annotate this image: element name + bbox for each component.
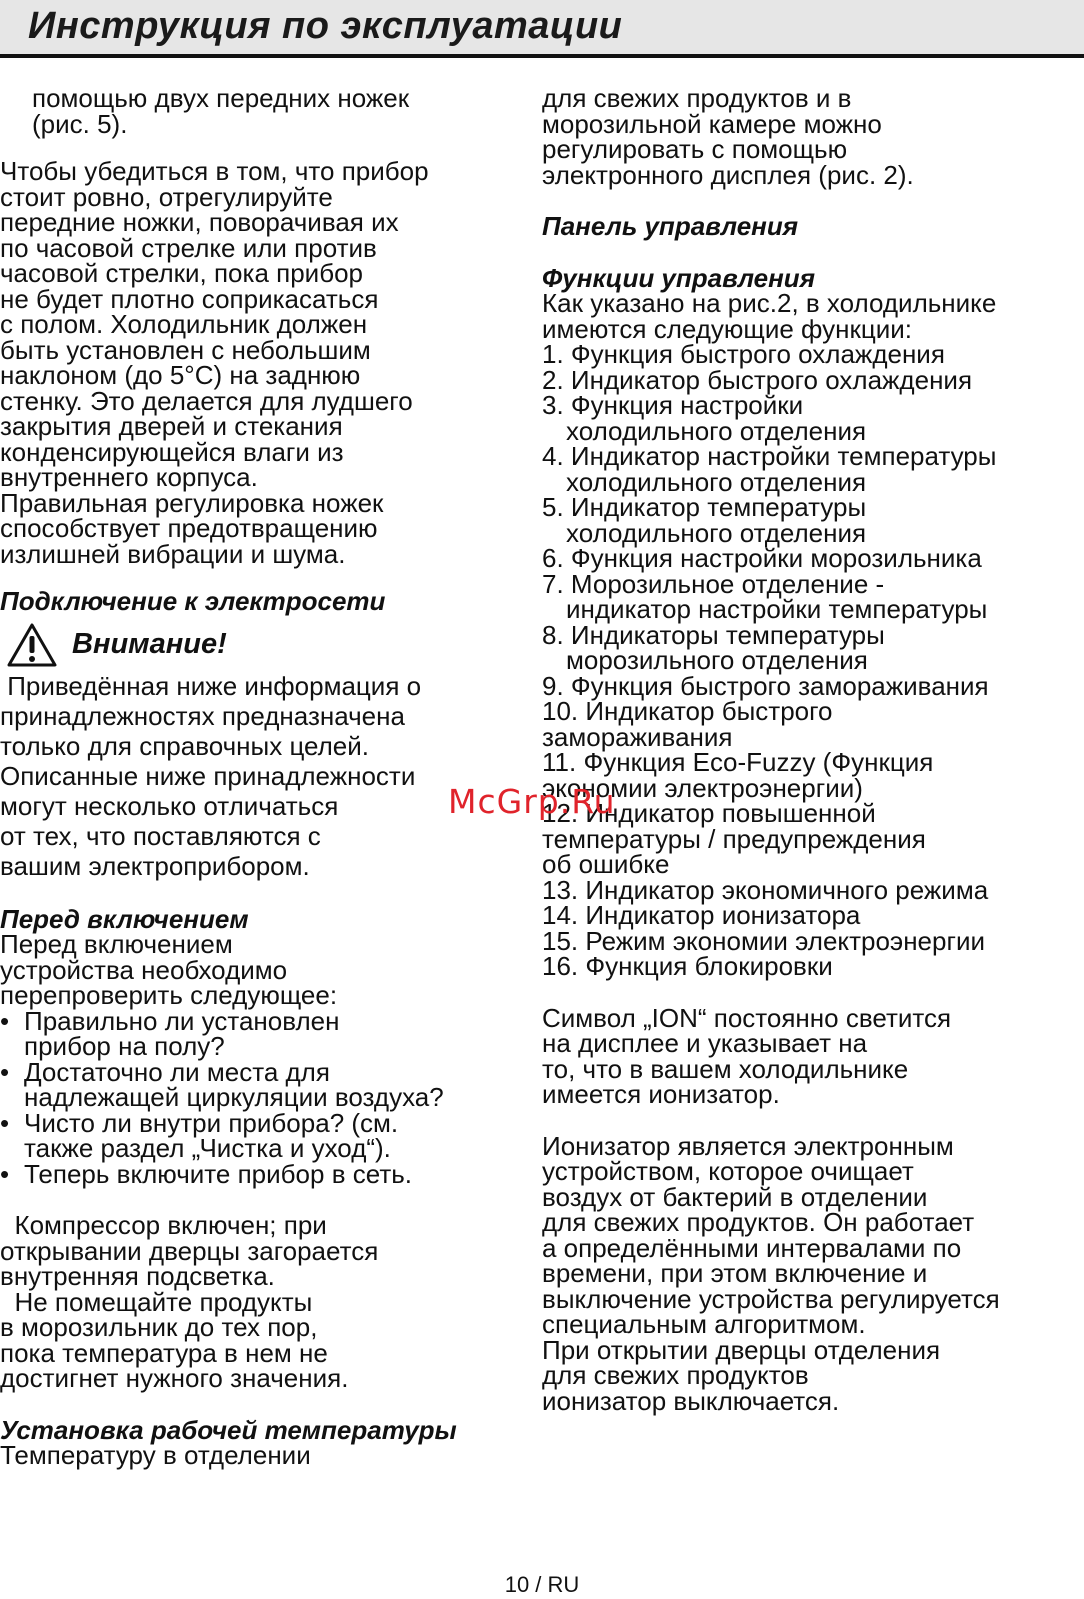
- text-line: Перед включением: [0, 929, 233, 959]
- list-item: 9. Функция быстрого замораживания: [542, 670, 989, 701]
- page-number: 10 / RU: [504, 1572, 580, 1597]
- section-heading-temperature: Установка рабочей температуры: [0, 1414, 457, 1445]
- text-line: достигнет нужного значения.: [0, 1363, 349, 1393]
- text-line: для свежих продуктов: [542, 1360, 809, 1390]
- text-line: закрытия дверей и стекания: [0, 411, 343, 441]
- text-line: только для справочных целей.: [0, 730, 370, 761]
- text-line: Чисто ли внутри прибора? (см.: [24, 1107, 399, 1138]
- list-item: 1. Функция быстрого охлаждения: [542, 339, 945, 369]
- warning-block: [0, 619, 520, 671]
- text-line: от тех, что поставляются с: [0, 820, 321, 851]
- text-line: Ионизатор является электронным: [542, 1130, 954, 1161]
- list-item: 2. Индикатор быстрого охлаждения: [542, 364, 973, 395]
- text-line: с полом. Холодильник должен: [0, 309, 368, 339]
- list-item-continued: морозильного отделения: [566, 645, 868, 675]
- text-line: ионизатор выключается.: [542, 1385, 840, 1416]
- text-line: помощью двух передних ножек: [32, 83, 410, 113]
- list-item: 5. Индикатор температуры: [542, 492, 867, 522]
- text-line: Не помещайте продукты: [0, 1286, 313, 1317]
- text-line: пока температура в нем не: [0, 1337, 328, 1368]
- text-line: устройства необходимо: [0, 954, 288, 985]
- text-line: излишней вибрации и шума.: [0, 538, 346, 569]
- text-line: по часовой стрелке или против: [0, 232, 377, 263]
- warning-label: Внимание!: [72, 627, 227, 660]
- text-line: Правильно ли установлен: [24, 1005, 340, 1036]
- text-line: в морозильник до тех пор,: [0, 1312, 318, 1342]
- text-line: электронного дисплея (рис. 2).: [542, 159, 914, 190]
- watermark: McGrp.Ru: [448, 782, 616, 821]
- text-line: Как указано на рис.2, в холодильнике: [542, 288, 997, 318]
- bullet-icon: •: [0, 1005, 10, 1036]
- text-line: внутреннего корпуса.: [0, 462, 258, 492]
- section-heading-panel: Панель управления: [542, 211, 799, 241]
- section-heading-connection: Подключение к электросети: [0, 586, 386, 616]
- text-line: принадлежностях предназначена: [0, 700, 405, 731]
- list-item: 14. Индикатор ионизатора: [542, 900, 861, 930]
- text-line: имеются следующие функции:: [542, 313, 913, 344]
- text-line: регулировать с помощью: [542, 134, 848, 164]
- bullet-icon: •: [0, 1056, 10, 1087]
- section-heading-functions: Функции управления: [542, 262, 815, 293]
- text-line: могут несколько отличаться: [0, 790, 339, 821]
- text-line: внутренняя подсветка.: [0, 1261, 275, 1291]
- text-line: Описанные ниже принадлежности: [0, 760, 416, 791]
- left-column: [0, 83, 520, 1470]
- text-line: устройством, которое очищает: [542, 1156, 914, 1186]
- page-header: [0, 0, 1084, 58]
- text-line: перепроверить следующее:: [0, 980, 338, 1010]
- list-item-continued: холодильного отделения: [566, 466, 867, 497]
- list-item: 10. Индикатор быстрого: [542, 696, 833, 726]
- text-line: наклоном (до 5°С) на заднюю: [0, 360, 361, 390]
- text-line: стоит ровно, отрегулируйте: [0, 181, 333, 212]
- list-item: 8. Индикаторы температуры: [542, 619, 885, 650]
- text-line: Правильная регулировка ножек: [0, 487, 384, 518]
- list-item: 7. Морозильное отделение -: [542, 568, 885, 599]
- text-line: на дисплее и указывает на: [542, 1028, 868, 1058]
- text-line: Чтобы убедиться в том, что прибор: [0, 156, 429, 186]
- text-line: вашим электроприбором.: [0, 850, 310, 881]
- text-line: открывании дверцы загорается: [0, 1235, 379, 1266]
- text-line: Теперь включите прибор в сеть.: [24, 1158, 413, 1189]
- text-line: способствует предотвращению: [0, 513, 378, 543]
- text-line: морозильной камере можно: [542, 108, 882, 139]
- bullet-icon: •: [0, 1158, 10, 1189]
- text-line: При открытии дверцы отделения: [542, 1334, 941, 1365]
- text-line: конденсирующейся влаги из: [0, 436, 344, 467]
- text-line: выключение устройства регулируется: [542, 1283, 1000, 1314]
- list-item-continued: температуры / предупреждения: [542, 823, 926, 854]
- list-item-continued: индикатор настройки температуры: [566, 594, 988, 624]
- text-line: специальным алгоритмом.: [542, 1309, 866, 1339]
- list-item-continued: экономии электроэнергии): [542, 772, 863, 803]
- list-item: 3. Функция настройки: [542, 390, 804, 420]
- text-line: для свежих продуктов. Он работает: [542, 1207, 975, 1237]
- text-line: не будет плотно соприкасаться: [0, 283, 379, 314]
- list-item: 16. Функция блокировки: [542, 951, 833, 981]
- text-line: надлежащей циркуляции воздуха?: [24, 1082, 444, 1112]
- text-line: передние ножки, поворачивая их: [0, 207, 399, 237]
- text-line: стенку. Это делается для лудшего: [0, 385, 413, 416]
- text-line: для свежих продуктов и в: [542, 83, 852, 113]
- text-line: прибор на полу?: [24, 1031, 225, 1061]
- warning-icon: [6, 622, 58, 668]
- right-column: [542, 83, 1082, 1416]
- list-item-continued: холодильного отделения: [566, 517, 867, 548]
- list-item: 4. Индикатор настройки температуры: [542, 441, 997, 471]
- list-item: 12. Индикатор повышенной: [542, 798, 876, 828]
- section-heading-before: Перед включением: [0, 903, 249, 934]
- text-line: имеется ионизатор.: [542, 1079, 780, 1109]
- list-item: 13. Индикатор экономичного режима: [542, 874, 989, 905]
- text-line: воздух от бактерий в отделении: [542, 1181, 928, 1212]
- page-title: Инструкция по эксплуатации: [28, 5, 623, 47]
- text-line: (рис. 5).: [32, 108, 128, 139]
- text-line: Приведённая ниже информация о: [0, 670, 422, 701]
- text-line: Компрессор включен; при: [0, 1210, 327, 1240]
- list-item: 6. Функция настройки морозильника: [542, 543, 982, 573]
- text-line: часовой стрелки, пока прибор: [0, 258, 364, 288]
- list-item: [0, 1107, 520, 1163]
- text-line: времени, при этом включение и: [542, 1258, 928, 1288]
- text-line: быть установлен с небольшим: [0, 334, 371, 365]
- list-item: [0, 1056, 520, 1112]
- text-line: Символ „ION“ постоянно светится: [542, 1002, 952, 1033]
- text-line: Температуру в отделении: [0, 1440, 311, 1470]
- list-item: [0, 1158, 520, 1189]
- text-line: то, что в вашем холодильнике: [542, 1053, 909, 1084]
- list-item-continued: холодильного отделения: [566, 415, 867, 446]
- text-line: также раздел „Чистка и уход“).: [24, 1133, 391, 1163]
- text-line: Достаточно ли места для: [24, 1056, 330, 1087]
- bullet-icon: •: [0, 1107, 10, 1138]
- list-item: 11. Функция Eco-Fuzzy (Функция: [542, 747, 934, 777]
- list-item-continued: замораживания: [542, 721, 733, 752]
- list-item-continued: об ошибке: [542, 849, 670, 879]
- list-item: [0, 1005, 520, 1061]
- list-item: 15. Режим экономии электроэнергии: [542, 925, 986, 956]
- text-line: а определёнными интервалами по: [542, 1232, 962, 1263]
